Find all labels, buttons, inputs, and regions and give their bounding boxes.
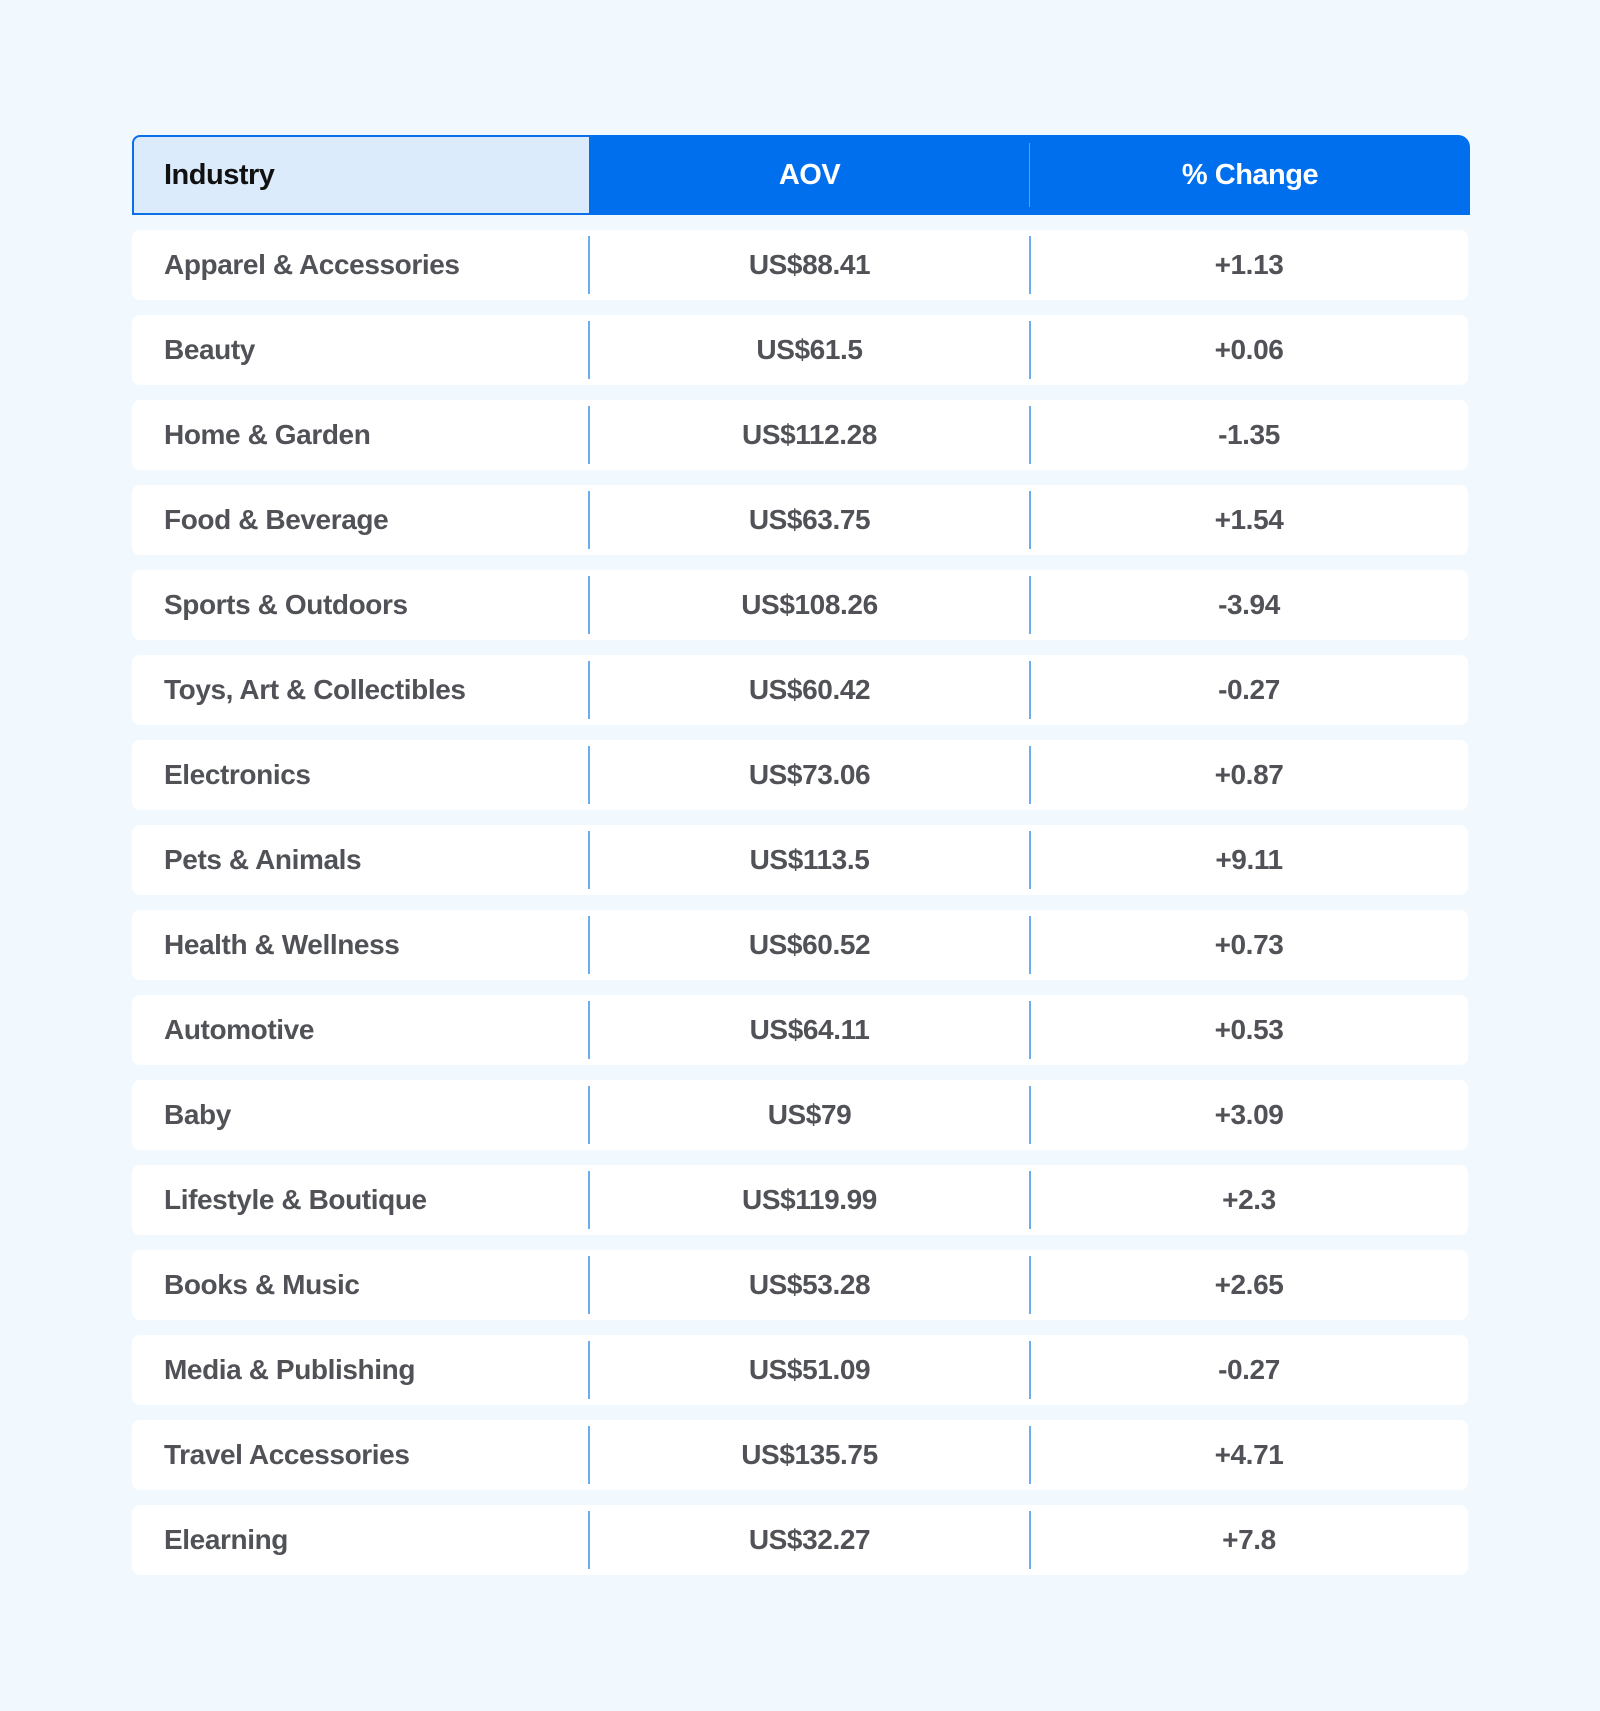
- aov-cell: US$79: [767, 1099, 852, 1130]
- table-row: [132, 1250, 1468, 1320]
- table-row: [132, 1080, 1468, 1150]
- table-row: [132, 315, 1468, 385]
- industry-cell: Home & Garden: [164, 419, 371, 450]
- table-row: [132, 995, 1468, 1065]
- industry-cell: Sports & Outdoors: [164, 589, 408, 620]
- table-row: [132, 400, 1468, 470]
- industry-cell: Toys, Art & Collectibles: [164, 674, 466, 705]
- table-row: [132, 485, 1468, 555]
- change-cell: +2.65: [1214, 1269, 1284, 1300]
- table-row: [132, 740, 1468, 810]
- table-row: [132, 910, 1468, 980]
- industry-cell: Media & Publishing: [164, 1354, 416, 1385]
- table-header: [132, 135, 1470, 215]
- aov-cell: US$88.41: [748, 249, 871, 280]
- header-change: % Change: [1181, 158, 1319, 191]
- table-row: [132, 230, 1468, 300]
- industry-cell: Lifestyle & Boutique: [164, 1184, 427, 1215]
- header-aov: AOV: [778, 158, 841, 191]
- change-cell: +0.73: [1214, 929, 1284, 960]
- aov-cell: US$61.5: [756, 334, 863, 365]
- table-row: [132, 655, 1468, 725]
- change-cell: +7.8: [1222, 1524, 1276, 1555]
- aov-cell: US$135.75: [741, 1439, 878, 1470]
- change-cell: +4.71: [1214, 1439, 1284, 1470]
- table-body: [132, 230, 1470, 1575]
- industry-cell: Books & Music: [164, 1269, 360, 1300]
- change-cell: +0.06: [1214, 334, 1284, 365]
- industry-cell: Automotive: [164, 1014, 315, 1045]
- aov-cell: US$32.27: [748, 1524, 871, 1555]
- change-cell: -0.27: [1218, 674, 1280, 705]
- industry-cell: Beauty: [164, 334, 255, 365]
- aov-cell: US$51.09: [748, 1354, 871, 1385]
- aov-cell: US$60.52: [748, 929, 871, 960]
- table-row: [132, 1505, 1468, 1575]
- table-row: [132, 1420, 1468, 1490]
- industry-cell: Travel Accessories: [164, 1439, 410, 1470]
- change-cell: -1.35: [1218, 419, 1280, 450]
- change-cell: +1.54: [1214, 504, 1284, 535]
- table-row: [132, 1335, 1468, 1405]
- aov-cell: US$60.42: [748, 674, 871, 705]
- industry-cell: Pets & Animals: [164, 844, 362, 875]
- aov-cell: US$73.06: [748, 759, 871, 790]
- aov-cell: US$64.11: [749, 1014, 870, 1045]
- aov-cell: US$119.99: [742, 1184, 877, 1215]
- header-industry: Industry: [132, 135, 589, 215]
- change-cell: -0.27: [1218, 1354, 1280, 1385]
- change-cell: +0.87: [1214, 759, 1284, 790]
- change-cell: +2.3: [1222, 1184, 1276, 1215]
- industry-cell: Baby: [164, 1099, 231, 1130]
- table-row: [132, 570, 1468, 640]
- change-cell: +9.11: [1215, 844, 1283, 875]
- aov-cell: US$53.28: [748, 1269, 871, 1300]
- change-cell: -3.94: [1218, 589, 1280, 620]
- aov-table: [132, 135, 1470, 1590]
- table-row: [132, 825, 1468, 895]
- table-row: [132, 1165, 1468, 1235]
- industry-cell: Electronics: [164, 759, 311, 790]
- industry-cell: Health & Wellness: [164, 929, 400, 960]
- industry-cell: Food & Beverage: [164, 504, 389, 535]
- change-cell: +3.09: [1214, 1099, 1284, 1130]
- aov-cell: US$112.28: [742, 419, 877, 450]
- change-cell: +1.13: [1214, 249, 1284, 280]
- change-cell: +0.53: [1214, 1014, 1284, 1045]
- aov-cell: US$63.75: [748, 504, 871, 535]
- industry-cell: Elearning: [164, 1524, 288, 1555]
- aov-cell: US$108.26: [741, 589, 878, 620]
- industry-cell: Apparel & Accessories: [164, 249, 460, 280]
- aov-cell: US$113.5: [749, 844, 870, 875]
